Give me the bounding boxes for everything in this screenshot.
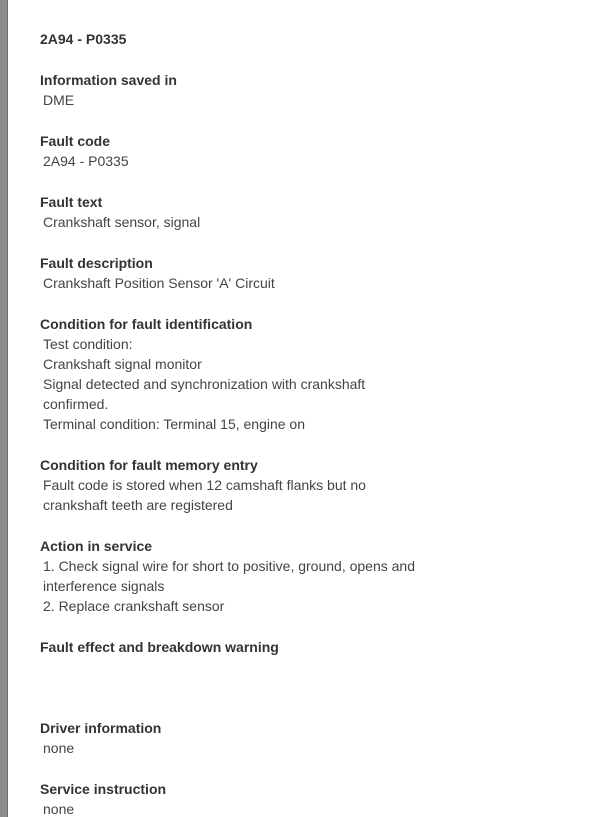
section-label: Action in service <box>40 538 153 554</box>
section-label: Fault text <box>40 194 103 210</box>
section-action-in-service <box>40 536 600 616</box>
section-label: Information saved in <box>40 72 177 88</box>
fault-report-document <box>40 29 600 817</box>
section-service-instruction <box>40 779 600 817</box>
section-fault-effect <box>40 637 600 697</box>
section-value: 2A94 - P0335 <box>43 153 129 169</box>
section-label: Condition for fault memory entry <box>40 457 258 473</box>
section-fault-code <box>40 131 600 171</box>
section-value: interference signals <box>43 578 165 594</box>
section-label: Fault code <box>40 133 111 149</box>
section-condition-memory-entry <box>40 455 600 515</box>
section-value: Fault code is stored when 12 camshaft flanks but no <box>43 477 366 493</box>
section-value: Crankshaft sensor, signal <box>43 214 201 230</box>
section-value: 1. Check signal wire for short to positive, ground, opens and <box>43 558 415 574</box>
section-label: Fault description <box>40 255 153 271</box>
section-value: Crankshaft Position Sensor 'A' Circuit <box>43 275 275 291</box>
section-value: none <box>43 801 75 817</box>
fault-report-title: 2A94 - P0335 <box>40 31 127 47</box>
section-value: 2. Replace crankshaft sensor <box>43 598 225 614</box>
section-fault-text <box>40 192 600 232</box>
section-label: Fault effect and breakdown warning <box>40 639 279 655</box>
window-left-border <box>0 0 8 817</box>
section-value: none <box>43 740 75 756</box>
section-value: crankshaft teeth are registered <box>43 497 233 513</box>
section-value: confirmed. <box>43 396 109 412</box>
section-value: DME <box>43 92 75 108</box>
section-label: Service instruction <box>40 781 167 797</box>
section-value: Terminal condition: Terminal 15, engine on <box>43 416 306 432</box>
section-value: Test condition: <box>43 336 133 352</box>
section-condition-identification <box>40 314 600 434</box>
section-empty-value <box>40 657 600 697</box>
section-label: Condition for fault identification <box>40 316 253 332</box>
section-information-saved-in <box>40 70 600 110</box>
section-fault-description <box>40 253 600 293</box>
section-label: Driver information <box>40 720 162 736</box>
section-value: Signal detected and synchronization with crankshaft <box>43 376 366 392</box>
section-value: Crankshaft signal monitor <box>43 356 202 372</box>
section-driver-information <box>40 718 600 758</box>
